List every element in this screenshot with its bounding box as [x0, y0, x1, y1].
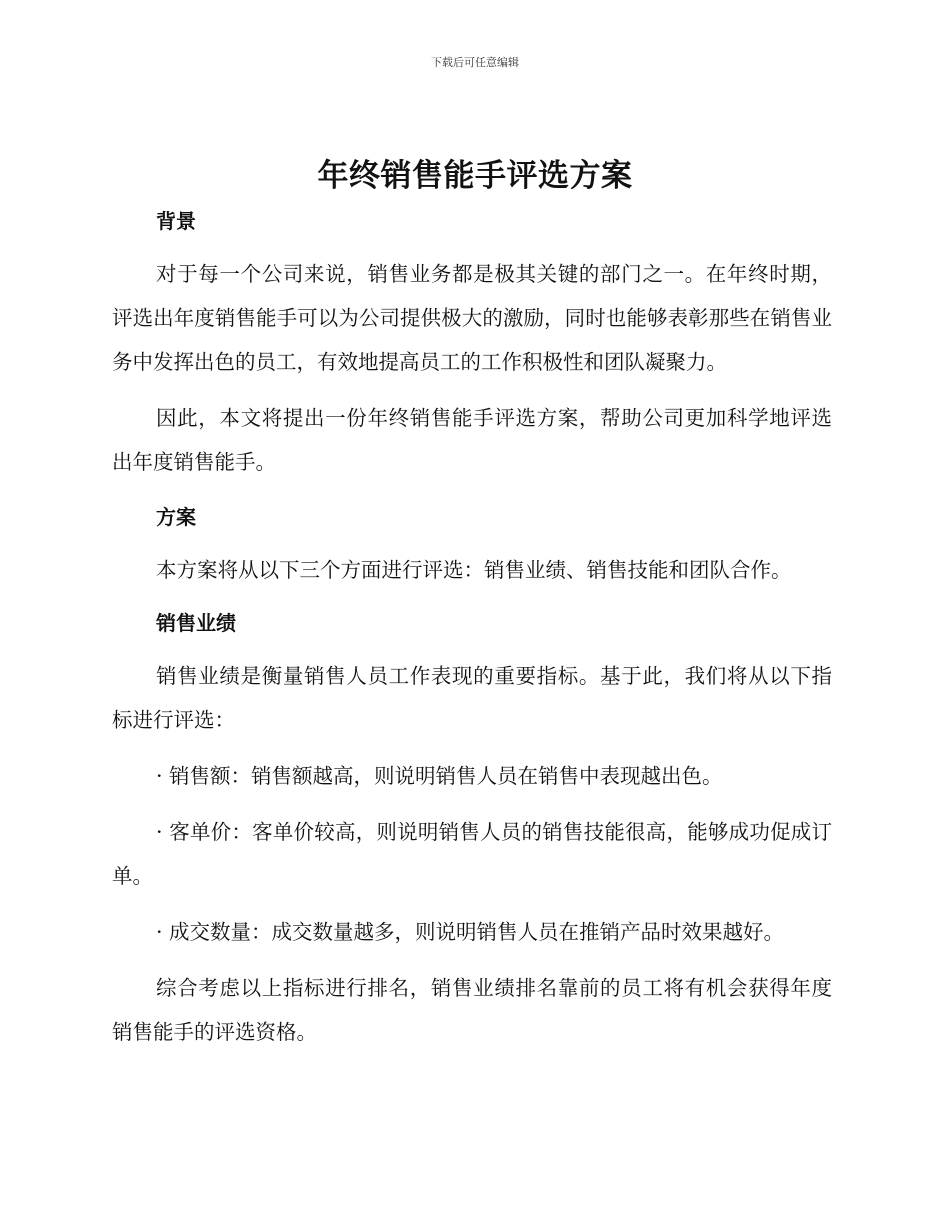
- paragraph-sales-1: 销售业绩是衡量销售人员工作表现的重要指标。基于此，我们将从以下指标进行评选：: [112, 664, 832, 732]
- paragraph-sales-2: 综合考虑以上指标进行排名，销售业绩排名靠前的员工将有机会获得年度销售能手的评选资格。: [112, 976, 832, 1044]
- document-body: [112, 200, 832, 1054]
- header-note: 下载后可任意编辑: [431, 56, 519, 69]
- section-heading-plan: 方案: [156, 505, 196, 529]
- paragraph-background-1: 对于每一个公司来说，销售业务都是极其关键的部门之一。在年终时期，评选出年度销售能手可以为公司提供极大的激励，同时也能够表彰那些在销售业务中发挥出色的员工，有效地提高员工的工作积极性和团队凝聚力。: [112, 262, 832, 374]
- paragraph-background-2: 因此，本文将提出一份年终销售能手评选方案，帮助公司更加科学地评选出年度销售能手。: [112, 406, 832, 474]
- section-heading-sales: 销售业绩: [156, 611, 236, 635]
- bullet-deal-count: · 成交数量：成交数量越多，则说明销售人员在推销产品时效果越好。: [156, 920, 785, 944]
- bullet-sales-amount: · 销售额：销售额越高，则说明销售人员在销售中表现越出色。: [156, 764, 723, 788]
- document-title: 年终销售能手评选方案: [317, 158, 633, 194]
- section-heading-background: 背景: [156, 209, 196, 233]
- bullet-unit-price: · 客单价：客单价较高，则说明销售人员的销售技能很高，能够成功促成订单。: [112, 820, 832, 888]
- paragraph-plan-1: 本方案将从以下三个方面进行评选：销售业绩、销售技能和团队合作。: [156, 558, 792, 582]
